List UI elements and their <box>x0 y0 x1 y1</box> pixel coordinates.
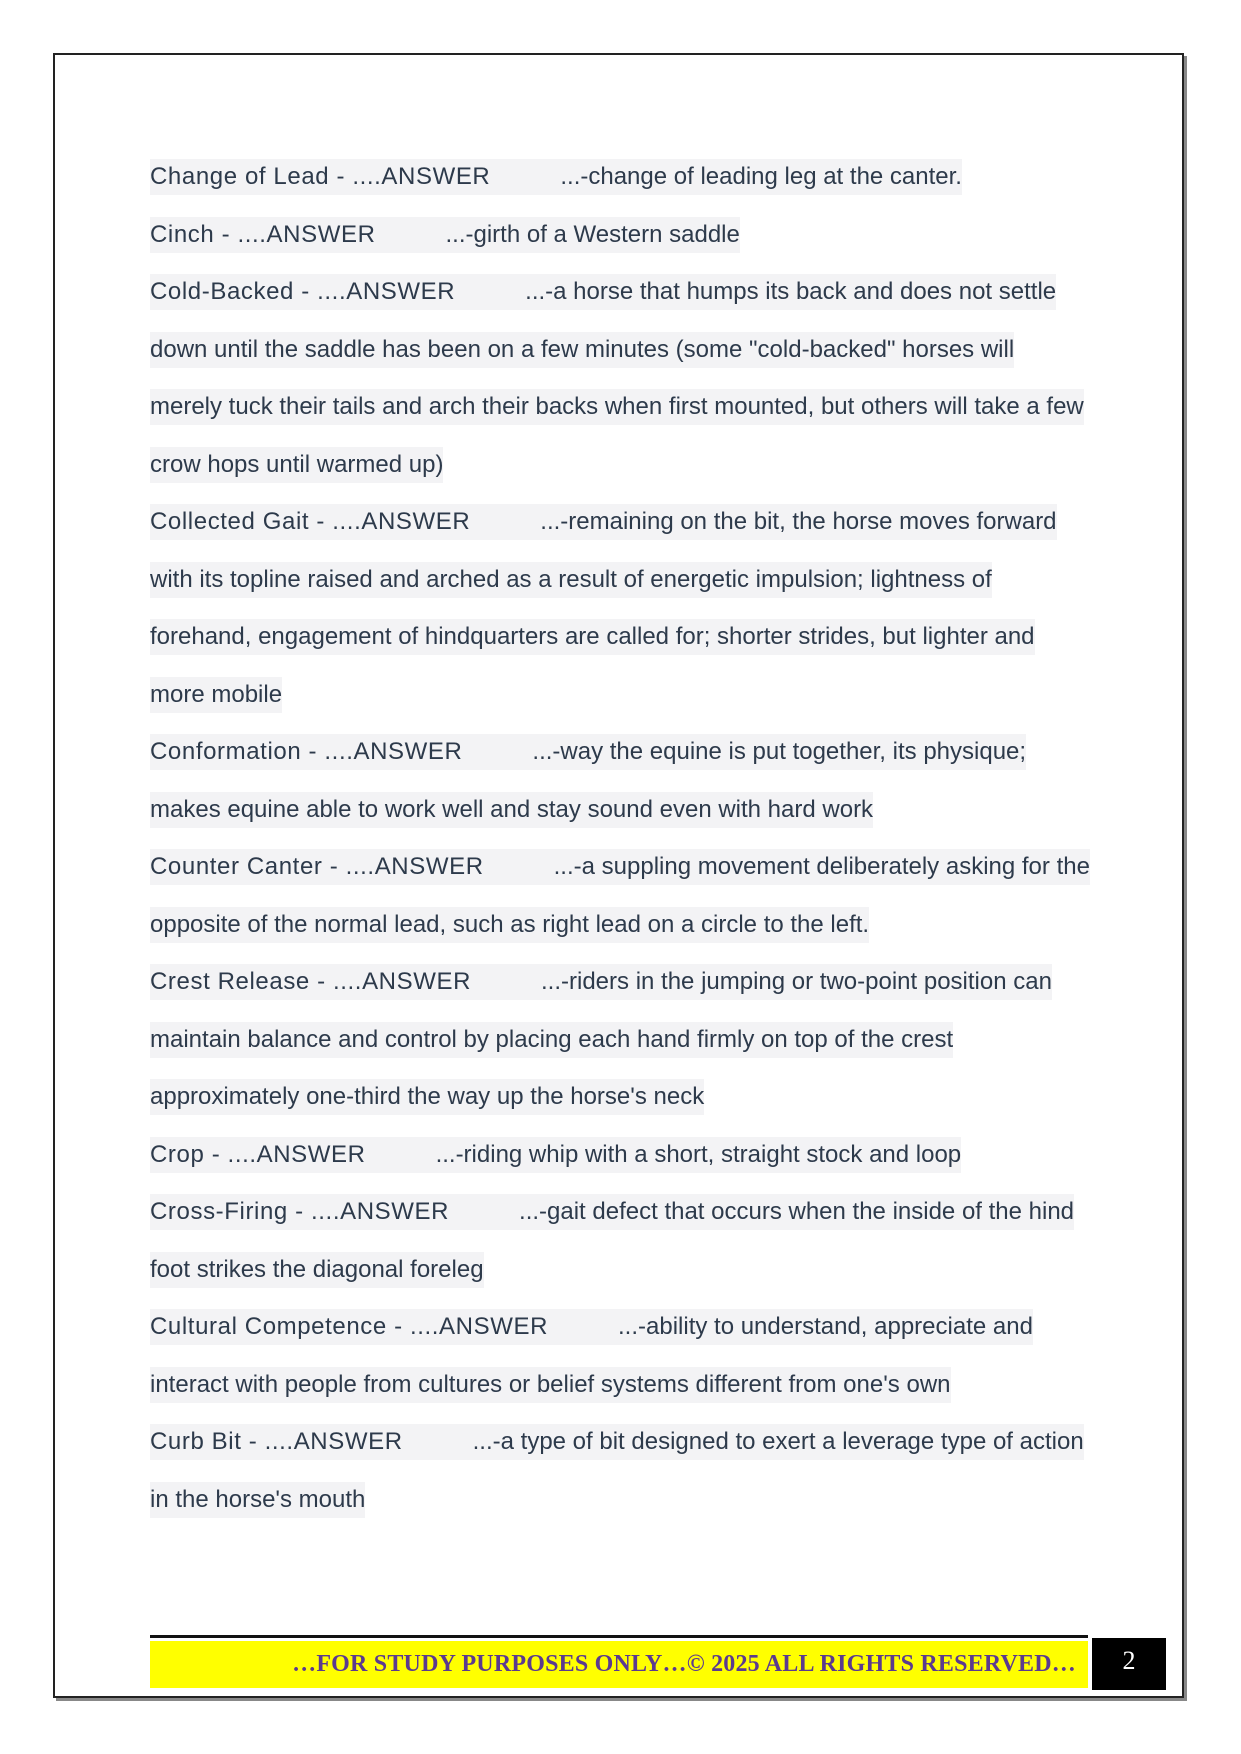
entry-definition: ...-remaining on the bit, the horse moves forward with its topline raised and arched as a result of energetic impulsion; lightness of forehand, engagement of hindquarters are called for; shorter strides, but lighter and more mobile <box>150 508 1057 708</box>
entry-term: Crop <box>150 1140 205 1168</box>
glossary-entry <box>150 1413 1090 1528</box>
glossary-entry <box>150 263 1090 493</box>
answer-marker: - ....ANSWER <box>301 738 463 765</box>
answer-marker: - ....ANSWER <box>214 220 376 248</box>
entry-term: Change of Lead <box>150 163 330 190</box>
entry-definition: ...-girth of a Western saddle <box>445 220 740 248</box>
glossary-entry <box>150 838 1090 953</box>
answer-marker: - ....ANSWER <box>386 1313 548 1340</box>
entry-definition: ...-a suppling movement deliberately asking for the opposite of the normal lead, such as right lead on a circle to the left. <box>150 853 1090 938</box>
entry-definition: ...-a type of bit designed to exert a leverage type of action in the horse's mouth <box>150 1428 1084 1513</box>
entry-definition: ...-way the equine is put together, its physique; makes equine able to work well and stay sound even with hard work <box>150 738 1027 823</box>
glossary-entry <box>150 953 1090 1126</box>
answer-marker: - ....ANSWER <box>329 163 491 190</box>
copyright-notice: …FOR STUDY PURPOSES ONLY…© 2025 ALL RIGHTS RESERVED… <box>292 1651 1076 1677</box>
footer-divider <box>150 1635 1088 1638</box>
glossary-entry <box>150 148 1090 206</box>
answer-marker: - ....ANSWER <box>309 968 472 995</box>
answer-marker: - ....ANSWER <box>287 1198 450 1225</box>
entry-term: Cold-Backed <box>150 278 295 305</box>
entry-term: Crest Release <box>150 968 310 995</box>
glossary-entry <box>150 206 1090 264</box>
entry-definition: ...-riders in the jumping or two-point position can maintain balance and control by placing each hand firmly on top of the crest approximately one-third the way up the horse's neck <box>150 968 1052 1110</box>
entry-definition: ...-a horse that humps its back and does not settle down until the saddle has been on a few minutes (some "cold-backed" horses will merely tuck their tails and arch their backs when first mounted, but others will take a few crow hops until warmed up) <box>150 278 1084 478</box>
entry-definition: ...-gait defect that occurs when the inside of the hind foot strikes the diagonal foreleg <box>150 1198 1075 1283</box>
answer-marker: - ....ANSWER <box>322 853 484 880</box>
entry-term: Collected Gait <box>150 508 310 535</box>
glossary-entry <box>150 493 1090 723</box>
entry-term: Cinch <box>150 220 215 248</box>
glossary-entry <box>150 1126 1090 1184</box>
answer-marker: - ....ANSWER <box>204 1140 366 1168</box>
answer-marker: - ....ANSWER <box>241 1428 403 1455</box>
entry-term: Cultural Competence <box>150 1313 387 1340</box>
glossary-list <box>150 148 1090 1528</box>
entry-definition: ...-ability to understand, appreciate and interact with people from cultures or belief systems different from one's own <box>150 1313 1033 1398</box>
entry-term: Counter Canter <box>150 853 323 880</box>
glossary-entry <box>150 1183 1090 1298</box>
glossary-entry <box>150 1298 1090 1413</box>
answer-marker: - ....ANSWER <box>309 508 471 535</box>
page-number: 2 <box>1092 1638 1166 1690</box>
entry-term: Conformation <box>150 738 302 765</box>
glossary-entry <box>150 723 1090 838</box>
footer-banner <box>150 1641 1088 1688</box>
answer-marker: - ....ANSWER <box>294 278 456 305</box>
entry-term: Curb Bit <box>150 1428 242 1455</box>
entry-definition: ...-change of leading leg at the canter. <box>560 163 962 190</box>
entry-term: Cross-Firing <box>150 1198 288 1225</box>
entry-definition: ...-riding whip with a short, straight stock and loop <box>435 1140 962 1168</box>
